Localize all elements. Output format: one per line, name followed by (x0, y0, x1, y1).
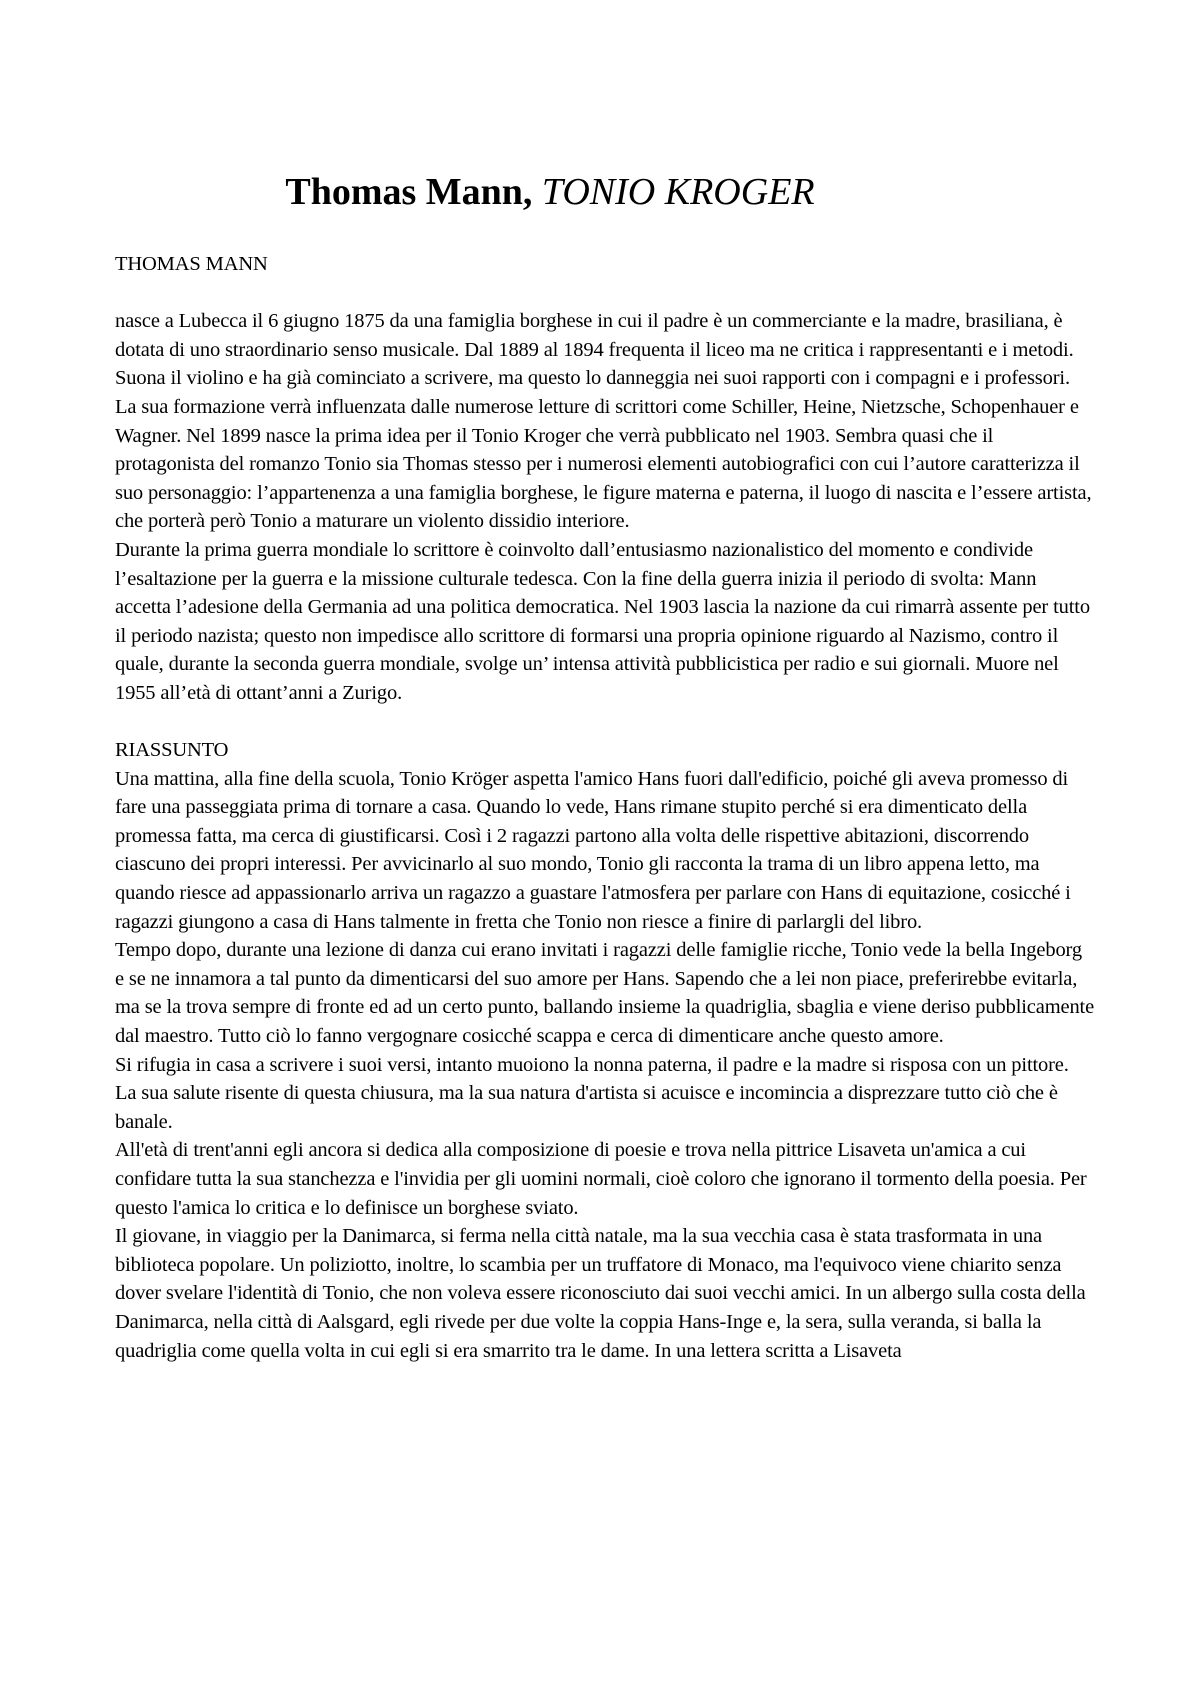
spacer (115, 708, 1095, 737)
title-author: Thomas Mann, (285, 171, 542, 213)
section-summary (115, 736, 1095, 1365)
document-body (115, 250, 1095, 1365)
title-work: TONIO KROGER (541, 171, 815, 213)
paragraph: Si rifugia in casa a scrivere i suoi versi, intanto muoiono la nonna paterna, il padre e la madre si risposa con un pittore. La sua salute risente di questa chiusura, ma la sua natura d'artista si acuisce e incomincia a disprezzare tutto ciò che è banale. (115, 1053, 1069, 1133)
page-title (0, 170, 1100, 214)
section-heading-thomas-mann: THOMAS MANN (115, 253, 268, 275)
section-author-bio (115, 250, 1095, 708)
paragraph: Il giovane, in viaggio per la Danimarca, si ferma nella città natale, ma la sua vecchia casa è stata trasformata in una biblioteca popolare. Un poliziotto, inoltre, lo scambia per un truffatore di Monaco, ma l'equivoco viene chiarito senza dover svelare l'identità di Tonio, che non voleva essere riconosciuto dai suoi vecchi amici. In un albergo sulla costa della Danimarca, nella città di Aalsgard, egli rivede per due volte la coppia Hans-Inge e, la sera, sulla veranda, si balla la quadriglia come quella volta in cui egli si era smarrito tra le dame. In una lettera scritta a Lisaveta (115, 1225, 1086, 1362)
paragraph: Tempo dopo, durante una lezione di danza cui erano invitati i ragazzi delle famiglie ricche, Tonio vede la bella Ingeborg e se ne innamora a tal punto da dimenticarsi del suo amore per Hans. Sapendo che a lei non piace, preferirebbe evitarla, ma se la trova sempre di fronte ed ad un certo punto, ballando insieme la quadriglia, sbaglia e viene deriso pubblicamente dal maestro. Tutto ciò lo fanno vergognare cosicché scappa e cerca di dimenticare anche questo amore. (115, 939, 1095, 1048)
spacer (115, 279, 1095, 308)
paragraph: nasce a Lubecca il 6 giugno 1875 da una famiglia borghese in cui il padre è un commerciante e la madre, brasiliana, è dotata di uno straordinario senso musicale. Dal 1889 al 1894 frequenta il liceo ma ne critica i rappresentanti e i metodi. Suona il violino e ha già cominciato a scrivere, ma questo lo danneggia nei suoi rapporti con i compagni e i professori. La sua formazione verrà influenzata dalle numerose letture di scrittori come Schiller, Heine, Nietzsche, Schopenhauer e Wagner. Nel 1899 nasce la prima idea per il Tonio Kroger che verrà pubblicato nel 1903. Sembra quasi che il protagonista del romanzo Tonio sia Thomas stesso per i numerosi elementi autobiografici con cui l’autore caratterizza il suo personaggio: l’appartenenza a una famiglia borghese, le figure materna e paterna, il luogo di nascita e l’essere artista, che porterà però Tonio a maturare un violento dissidio interiore. (115, 310, 1092, 533)
section-heading-riassunto: RIASSUNTO (115, 739, 229, 762)
paragraph: All'età di trent'anni egli ancora si dedica alla composizione di poesie e trova nella pittrice Lisaveta un'amica a cui confidare tutta la sua stanchezza e l'invidia per gli uomini normali, cioè coloro che ignorano il tormento della poesia. Per questo l'amica lo critica e lo definisce un borghese sviato. (115, 1139, 1087, 1219)
paragraph: Una mattina, alla fine della scuola, Tonio Kröger aspetta l'amico Hans fuori dall'edificio, poiché gli aveva promesso di fare una passeggiata prima di tornare a casa. Quando lo vede, Hans rimane stupito perché si era dimenticato della promessa fatta, ma cerca di giustificarsi. Così i 2 ragazzi partono alla volta delle rispettive abitazioni, discorrendo ciascuno dei propri interessi. Per avvicinarlo al suo mondo, Tonio gli racconta la trama di un libro appena letto, ma quando riesce ad appassionarlo arriva un ragazzo a guastare l'atmosfera per parlare con Hans di equitazione, cosicché i ragazzi giungono a casa di Hans talmente in fretta che Tonio non riesce a finire di parlargli del libro. (115, 767, 1071, 933)
paragraph: Durante la prima guerra mondiale lo scrittore è coinvolto dall’entusiasmo nazionalistico del momento e condivide l’esaltazione per la guerra e la missione culturale tedesca. Con la fine della guerra inizia il periodo di svolta: Mann accetta l’adesione della Germania ad una politica democratica. Nel 1903 lascia la nazione da cui rimarrà assente per tutto il periodo nazista; questo non impedisce allo scrittore di formarsi una propria opinione riguardo al Nazismo, contro il quale, durante la seconda guerra mondiale, svolge un’ intensa attività pubblicistica per radio e sui giornali. Muore nel 1955 all’età di ottant’anni a Zurigo. (115, 538, 1090, 704)
